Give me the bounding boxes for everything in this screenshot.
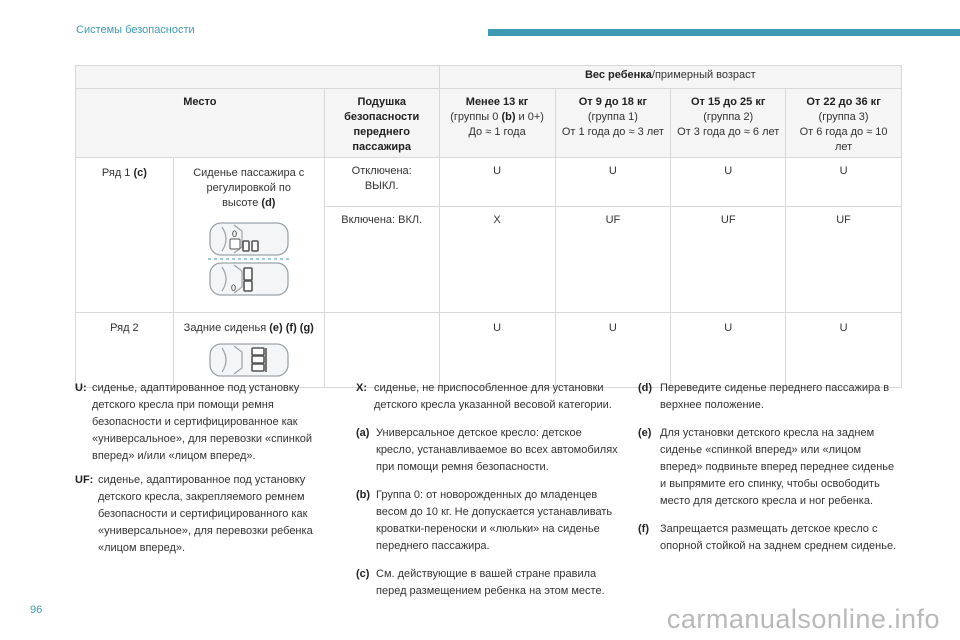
- table-header-weight-row: [76, 66, 902, 89]
- table-row-row2: [76, 313, 902, 388]
- note-d: [638, 380, 902, 414]
- front-seat-car-diagram-icon: [208, 217, 290, 299]
- row2-value-3: U: [786, 313, 902, 388]
- note-text: Запрещается размещать детское кресло с опорной стойкой на заднем среднем сиденье.: [660, 523, 897, 552]
- empty-header-cell: [76, 66, 440, 89]
- note-label: (e): [638, 427, 652, 439]
- header-accent-bar: [488, 29, 960, 36]
- row2-value-1: U: [555, 313, 671, 388]
- row2-seat-codes: (e) (f) (g): [269, 322, 314, 334]
- note-text: Для установки детского кресла на заднем сиденье «спинкой вперед» или «лицом вперед» подвиньте вперед переднее сиденье и выпрямите его спинку, чтобы освободить место для детского кресла и ног ребенка.: [660, 427, 895, 507]
- note-b: [356, 487, 620, 555]
- note-label: UF:: [75, 474, 94, 486]
- airbag-on-label: Включена: ВКЛ.: [324, 207, 439, 313]
- group-label-pre: (группы 0: [450, 111, 502, 123]
- notes-column-1: [75, 380, 315, 564]
- note-a: [356, 425, 620, 476]
- table-header-row: [76, 89, 902, 158]
- group-label: (группа 1): [587, 111, 638, 123]
- col-header-group-0: [439, 89, 555, 158]
- group-weight: От 15 до 25 кг: [691, 96, 766, 108]
- note-label: U:: [75, 382, 87, 394]
- row1-on-value-3: UF: [786, 207, 902, 313]
- row1-off-value-2: U: [671, 158, 786, 207]
- note-f: [638, 521, 902, 555]
- note-e: [638, 425, 902, 510]
- note-label: (d): [638, 382, 653, 394]
- rear-seat-car-diagram-icon: [208, 342, 290, 378]
- row2-value-0: U: [439, 313, 555, 388]
- weight-header-bold: Вес ребенка: [584, 69, 652, 81]
- group-weight: Менее 13 кг: [465, 96, 529, 108]
- row2-label: Ряд 2: [76, 313, 174, 388]
- note-text: Переведите сиденье переднего пассажира в верхнее положение.: [660, 382, 890, 411]
- row1-seat-text: Сиденье пассажира с регулировкой по высоте: [193, 167, 305, 209]
- row1-label-text: Ряд 1: [101, 167, 134, 179]
- notes-column-3: [638, 380, 902, 562]
- col-header-group-1: [555, 89, 671, 158]
- col-header-group-2: [671, 89, 786, 158]
- weight-header-rest: /примерный возраст: [651, 69, 756, 81]
- row1-seat-code: (d): [261, 197, 276, 209]
- svg-text:0: 0: [230, 283, 236, 293]
- row1-label-code: (c): [133, 167, 147, 179]
- row2-seat-text: Задние сиденья: [183, 322, 270, 334]
- section-title: Системы безопасности: [76, 24, 195, 36]
- note-label: (c): [356, 568, 370, 580]
- row1-off-value-0: U: [439, 158, 555, 207]
- svg-text:0: 0: [231, 229, 237, 239]
- row2-value-2: U: [671, 313, 786, 388]
- note-label: (f): [638, 523, 649, 535]
- row1-off-value-1: U: [555, 158, 671, 207]
- row1-seat: [173, 158, 324, 313]
- group-age: От 3 года до ≈ 6 лет: [677, 126, 780, 138]
- row1-on-value-0: X: [439, 207, 555, 313]
- row1-on-value-2: UF: [671, 207, 786, 313]
- note-text: сиденье, адаптированное под установку детского кресла при помощи ремня безопасности и сертифицированное как «универсальное», для перевозки «спинкой вперед» и/или «лицом вперед».: [92, 382, 313, 462]
- page-number: 96: [30, 604, 43, 616]
- group-age: От 1 года до ≈ 3 лет: [561, 126, 664, 138]
- airbag-off-label: Отключена: ВЫКЛ.: [324, 158, 439, 207]
- group-age: От 6 года до ≈ 10 лет: [799, 126, 888, 153]
- note-u: [75, 380, 315, 465]
- weight-header: [439, 66, 901, 89]
- table-row-row1-off: [76, 158, 902, 207]
- watermark: carmanualsonline.info: [666, 604, 940, 634]
- note-label: X:: [356, 382, 367, 394]
- note-text: Универсальное детское кресло: детское кресло, устанавливаемое во всех автомобилях при помощи ремня безопасности.: [376, 427, 618, 473]
- child-seat-table: [75, 65, 902, 388]
- note-uf: [75, 472, 315, 557]
- row1-on-value-1: UF: [555, 207, 671, 313]
- row2-seat: [173, 313, 324, 388]
- col-header-place: Место: [76, 89, 325, 158]
- group-weight: От 9 до 18 кг: [578, 96, 648, 108]
- row2-airbag-empty: [324, 313, 439, 388]
- note-text: Группа 0: от новорожденных до младенцев весом до 10 кг. Не допускается устанавливать кроватки-переноски и «люльки» на сиденье переднего пассажира.: [376, 489, 613, 552]
- col-header-airbag: Подушка безопасности переднего пассажира: [324, 89, 439, 158]
- note-c: [356, 566, 620, 600]
- note-label: (b): [356, 489, 371, 501]
- group-label: (группа 3): [818, 111, 869, 123]
- group-age: До ≈ 1 года: [468, 126, 526, 138]
- group-label-post: и 0+): [515, 111, 544, 123]
- note-x: [356, 380, 620, 414]
- notes-column-2: [356, 380, 620, 607]
- group-label: (группа 2): [703, 111, 754, 123]
- note-label: (a): [356, 427, 370, 439]
- row1-label: [76, 158, 174, 313]
- group-label-code: (b): [501, 111, 516, 123]
- note-text: сиденье, не приспособленное для установки детского кресла указанной весовой категории.: [374, 382, 612, 411]
- note-text: сиденье, адаптированное под установку детского кресла, закрепляемого ремнем безопасности и сертифицированного как «универсальное», для перевозки ребенка «лицом вперед».: [98, 474, 313, 554]
- col-header-group-3: [786, 89, 902, 158]
- row1-off-value-3: U: [786, 158, 902, 207]
- note-text: См. действующие в вашей стране правила перед размещением ребенка на этом месте.: [376, 568, 605, 597]
- group-weight: От 22 до 36 кг: [806, 96, 881, 108]
